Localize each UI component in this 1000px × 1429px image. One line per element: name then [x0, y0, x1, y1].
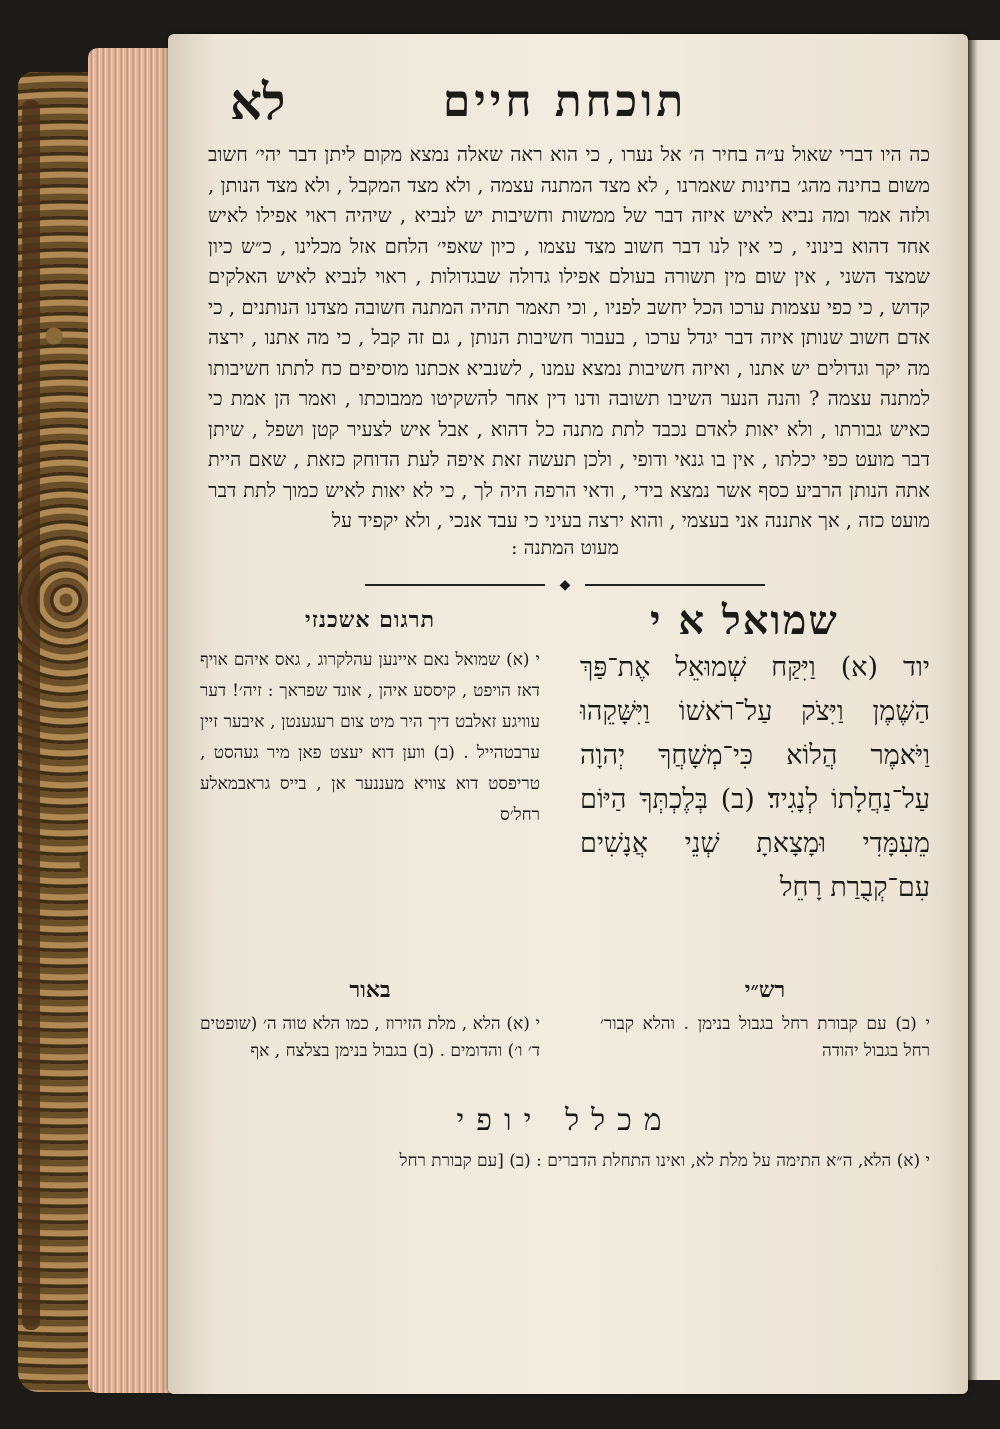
page-number: לא: [230, 72, 286, 131]
divider-ornament-icon: ◆: [545, 579, 585, 591]
running-head-title: תוכחת חיים: [442, 76, 688, 127]
commentary-last-line: מעוט המתנה :: [511, 536, 619, 559]
hebrew-verse-text: יוד (א) וַיִּקַּח שְׁמוּאֵל אֶת־פַּךְ הַשֶּׁמֶן וַיִּצֹק עַל־רֹאשׁוֹ וַיִּשָּׁקֵהוּ וַיֹּאמֶר הֲלוֹא כִּי־מְשָׁחֲךָ יְהוָה עַל־נַחֲלָתוֹ לְנָגִיד׃ (ב) בְּלֶכְתְּךָ הַיּוֹם מֵעִמָּדִי וּמָצָאתָ שְׁנֵי אֲנָשִׁים עִם־קְבֻרַת רָחֵל: [580, 651, 930, 903]
facing-page-edge: [966, 40, 1000, 1380]
targum-column: [200, 597, 540, 831]
verse-column: [580, 597, 930, 910]
biur-heading: באור: [349, 976, 391, 1003]
michlol-yofi-heading: מכלל יופי: [456, 1102, 674, 1138]
page-content: [200, 70, 930, 1174]
book-chapter-heading: שמואל א י: [650, 596, 839, 644]
targum-text: י (א) שמואל נאם איינען עהלקרוג , גאס איהם אויף דאז הויפט , קיססע איהן , אונד שפראך : זיה׳! דער עוויגע זאלבט דיך היר מיט צום רעגענטן , איבער זיין ערבטהייל . (ב) ווען דוא יעצט פאן מיר געהסט , טריפסט דוא צוויא מעננער אן , בייס גראבמאלע רחל׳ס: [200, 649, 540, 825]
page-edges: [88, 48, 178, 1393]
running-head: [200, 70, 930, 140]
biur-column: [200, 977, 540, 1065]
leather-spine-edge: [22, 100, 40, 1330]
rashi-column: [600, 977, 930, 1065]
targum-heading: תרגום אשכנזי: [304, 606, 435, 633]
commentary-paragraph: כה היו דברי שאול ע״ה בחיר ה׳ אל נערו , כי הוא ראה שאלה נמצא מקום ליתן דבר יהי׳ חשוב משום בחינה מהג׳ בחינות שאמרנו , לא מצד המתנה עצמה , ולא מצד המקבל , ולא מצד הנותן , ולזה אמר ומה נביא לאיש איזה דבר של ממשות וחשיבות יש לנביא , שיהיה ראוי אפילו לאיש אחד דהוא בינוני , כי אין לנו דבר חשוב מצד עצמו , כיון שאפי׳ הלחם אזל מכלינו , כ״ש כיון שמצד השני , אין שום מין תשורה בעולם אפילו גדולה שבגדולות , ראוי לנביא לאיש האלקים קדוש , כי כפי עצמות ערכו הכל יחשב לפניו , וכי תאמר תהיה המתנה חשובה מצדנו הנותנים , כי אדם חשוב שנותן איזה דבר יגדל ערכו , בעבור חשיבות הנותן , גם זה קבל , כי מה אתנו , ירצה מה יקר וגדולים יש אתנו , ואיזה חשיבות נמצא עמנו , לשנביא אכתנו מוסיפים כח לתתו חשיבותו למתנה עצמה ? והנה הנער השיבו תשובה ודנו דין אחר להשקיטו ממבוכתו , ואמר הן אמת כי כאיש גבורתו , ולא יאות לאדם נכבד לתת מתנה כל דהוא , אבל איש לצעיר קטן ושפל , שיתן דבר מועט כפי יכלתו , אין בו גנאי ודופי , ולכן תעשה זאת איפה לעת הדוחק כזאת , שאם היית אתה הנותן הרביע כסף אשר נמצא בידי , ודאי הרפה היה לך , כי לא יאות לאיש כמוך לתת דבר מועט כזה , אך אתננה אני בעצמי , והוא ירצה בעיני כי עבד אנכי , ולא יקפיד על: [208, 143, 930, 532]
ornamental-divider: [365, 576, 765, 593]
rashi-text: י (ב) עם קבורת רחל בגבול בנימן . והלא קבור׳ רחל בגבול יהודה: [600, 1013, 930, 1061]
commentary-columns: [200, 977, 930, 1097]
biur-text: י (א) הלא , מלת הזירוז , כמו הלא טוה ה׳ (שופטים ד׳ ו׳) והדומים . (ב) בגבול בנימן בצלצח , אף: [200, 1013, 540, 1061]
michlol-yofi-text: י (א) הלא, ה״א התימה על מלת לא, ואינו התחלת הדברים : (ב) [עם קבורת רחל: [399, 1150, 930, 1171]
rashi-heading: רש״י: [744, 976, 786, 1003]
main-columns: [200, 597, 930, 977]
